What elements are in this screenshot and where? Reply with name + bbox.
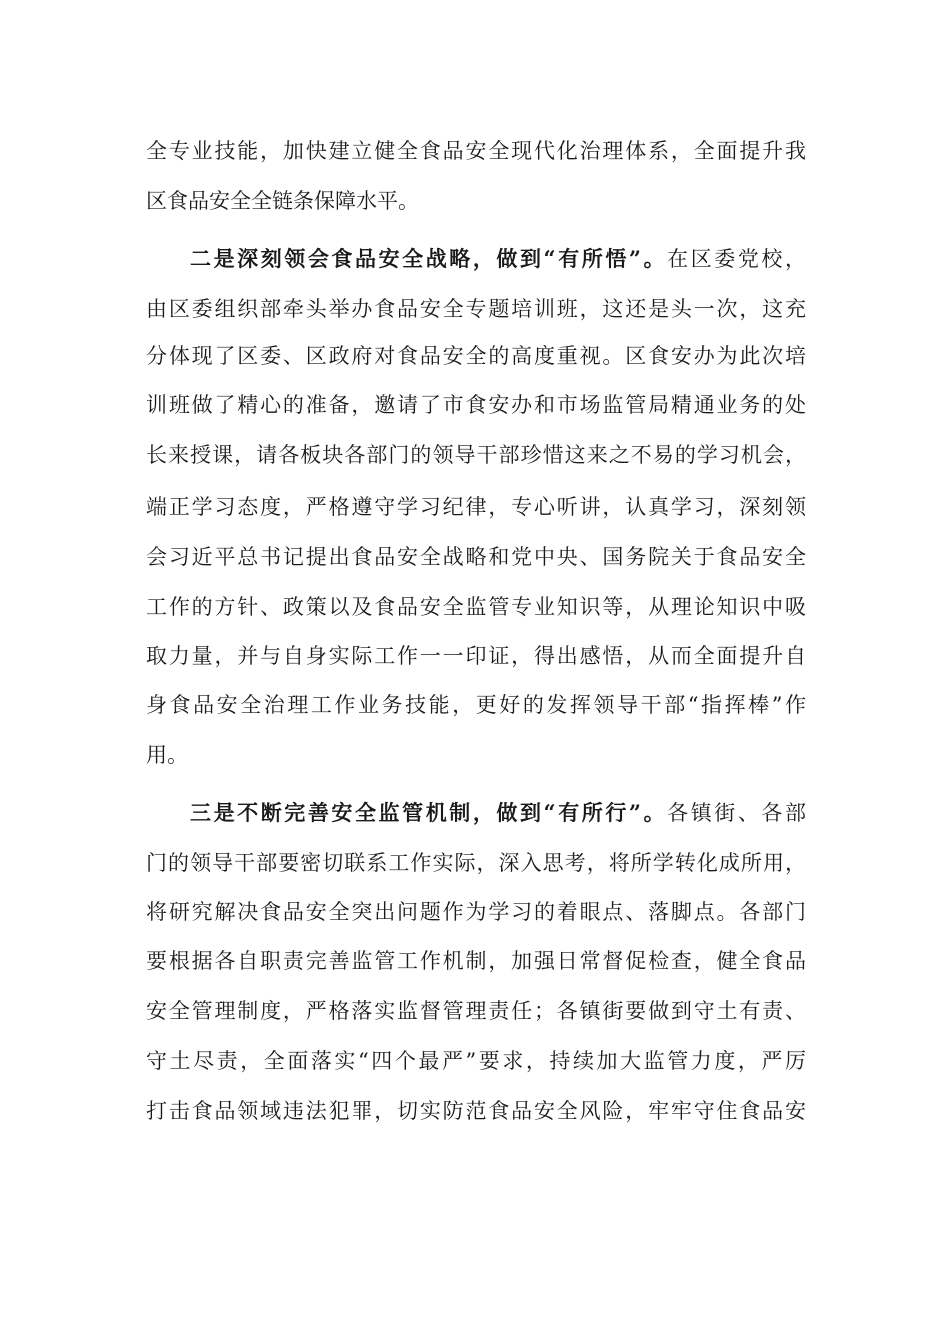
- body-text-line: 安全管理制度，严格落实监督管理责任；各镇街要做到守土有责、: [146, 999, 806, 1023]
- body-text-line: 身食品安全治理工作业务技能，更好的发挥领导干部“指挥棒”作: [146, 693, 806, 717]
- paragraph-first-line: [190, 798, 806, 828]
- body-text-inline: 在区委党校，: [667, 247, 806, 271]
- body-text-line: 打击食品领域违法犯罪，切实防范食品安全风险，牢牢守住食品安: [146, 1099, 806, 1123]
- paragraph-heading-2: 二是深刻领会食品安全战略，做到“有所悟”。: [190, 246, 668, 271]
- paragraph-heading-3: 三是不断完善安全监管机制，做到“有所行”。: [190, 800, 668, 825]
- body-text-line: 长来授课，请各板块各部门的领导干部珍惜这来之不易的学习机会，: [146, 443, 806, 467]
- body-text-inline: 各镇街、各部: [667, 801, 806, 825]
- body-text-line: 门的领导干部要密切联系工作实际，深入思考，将所学转化成所用，: [146, 851, 806, 875]
- body-text-line: 分体现了区委、区政府对食品安全的高度重视。区食安办为此次培: [146, 344, 806, 368]
- body-text-line: 训班做了精心的准备，邀请了市食安办和市场监管局精通业务的处: [146, 393, 806, 417]
- body-text-line: 将研究解决食品安全突出问题作为学习的着眼点、落脚点。各部门: [146, 900, 806, 924]
- body-text-line: 工作的方针、政策以及食品安全监管专业知识等，从理论知识中吸: [146, 595, 806, 619]
- body-text-line: 要根据各自职责完善监管工作机制，加强日常督促检查，健全食品: [146, 949, 806, 973]
- body-text-line: 会习近平总书记提出食品安全战略和党中央、国务院关于食品安全: [146, 545, 806, 569]
- body-text-line: 取力量，并与自身实际工作一一印证，得出感悟，从而全面提升自: [146, 644, 806, 668]
- paragraph-first-line: [190, 244, 806, 274]
- body-text-line: 区食品安全全链条保障水平。: [146, 189, 419, 213]
- body-text-line: 守土尽责，全面落实“四个最严”要求，持续加大监管力度，严厉: [146, 1049, 806, 1073]
- body-text-line: 端正学习态度，严格遵守学习纪律，专心听讲，认真学习，深刻领: [146, 495, 806, 519]
- body-text-line: 由区委组织部牵头举办食品安全专题培训班，这还是头一次，这充: [146, 297, 806, 321]
- body-text-line: 用。: [146, 743, 188, 767]
- body-text-line: 全专业技能，加快建立健全食品安全现代化治理体系，全面提升我: [146, 139, 806, 163]
